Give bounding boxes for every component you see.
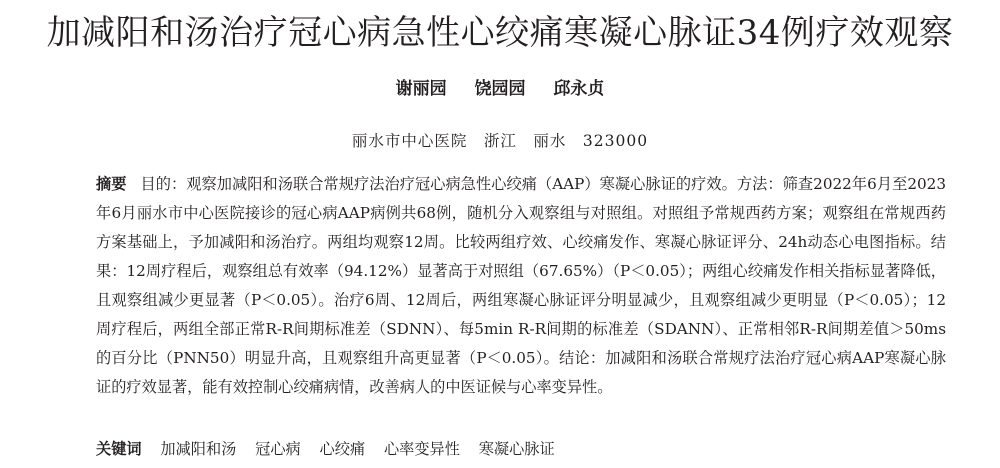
abstract-text: 目的：观察加减阳和汤联合常规疗法治疗冠心病急性心绞痛（AAP）寒凝心脉证的疗效。方法：筛查2022年6月至2023年6月丽水市中心医院接诊的冠心病AAP病例共68例，随机分入观察组与对照组。对照组予常规西药方案；观察组在常规西药方案基础上，予加减阳和汤治疗。两组均观察12周。比较两组疗效、心绞痛发作、寒凝心脉证评分、24h动态心电图指标。结果：12周疗程后，观察组总有效率（94.12%）显著高于对照组（67.65%）（P＜0.05）；两组心绞痛发作相关指标显著降低，且观察组减少更显著（P＜0.05）。治疗6周、12周后，两组寒凝心脉证评分明显减少，且观察组减少更明显（P＜0.05）；12周疗程后，两组全部正常R-R间期标准差（SDNN）、每5min R-R间期的标准差（SDANN）、正常相邻R-R间期差值＞50ms的百分比（PNN50）明显升高，且观察组升高更显著（P＜0.05）。结论：加减阳和汤联合常规疗法治疗冠心病AAP寒凝心脉证的疗效显著，能有效控制心绞痛病情，改善病人的中医证候与心率变异性。 — [96, 175, 946, 396]
keywords-label: 关键词 — [96, 440, 142, 458]
author-list — [0, 76, 1000, 102]
keyword: 心率变异性 — [383, 440, 460, 458]
author-name: 谢丽园 — [395, 79, 447, 99]
paper-title: 加减阳和汤治疗冠心病急性心绞痛寒凝心脉证34例疗效观察 — [46, 13, 954, 53]
keywords-block — [96, 435, 946, 463]
keyword: 冠心病 — [255, 440, 301, 458]
abstract-label: 摘要 — [96, 175, 127, 193]
keyword: 寒凝心脉证 — [478, 440, 555, 458]
author-name: 邱永贞 — [553, 79, 605, 99]
author-name: 饶园园 — [474, 79, 526, 99]
keyword: 心绞痛 — [319, 440, 366, 458]
abstract-block — [96, 170, 946, 402]
keyword: 加减阳和汤 — [160, 440, 237, 458]
author-affiliation: 丽水市中心医院 浙江 丽水 323000 — [351, 132, 649, 150]
